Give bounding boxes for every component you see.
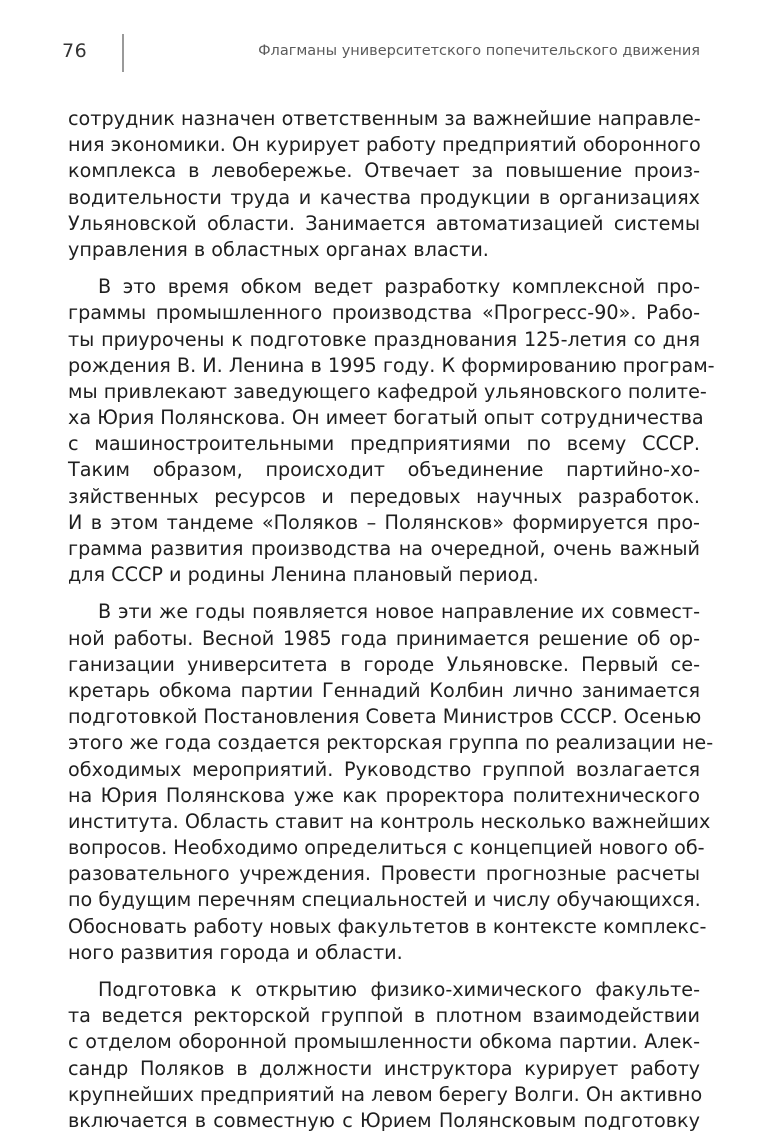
running-title: Флагманы университетского попечительского движения xyxy=(258,43,700,59)
text-line: ха Юрия Полянскова. Он имеет богатый опыт сотрудничества xyxy=(68,406,704,430)
text-line: Подготовка к открытию физико-химического факульте- xyxy=(98,978,700,1001)
text-line: ного развития города и области. xyxy=(68,940,403,964)
text-line: включается в совместную с Юрием Полянсковым подготовку xyxy=(68,1108,700,1132)
paragraph-4 xyxy=(68,977,703,1134)
text-line: зяйственных ресурсов и передовых научных разработок. xyxy=(68,484,700,508)
text-line: сандр Поляков в должности инструктора курирует работу xyxy=(68,1056,700,1080)
text-line: кретарь обкома партии Геннадий Колбин лично занимается xyxy=(68,678,700,702)
text-line: ния экономики. Он курирует работу предприятий оборонного xyxy=(68,133,701,157)
text-line: Ульяновской области. Занимается автоматизацией системы xyxy=(68,211,700,235)
text-line: вопросов. Необходимо определиться с концепцией нового об- xyxy=(68,836,705,860)
text-line: по будущим перечням специальностей и числу обучающихся. xyxy=(68,888,701,912)
paragraph-2 xyxy=(68,274,715,588)
text-line: управления в областных органах власти. xyxy=(68,237,489,261)
text-line: сотрудник назначен ответственным за важнейшие направле- xyxy=(68,107,701,130)
text-line: И в этом тандеме «Поляков – Полянсков» формируется про- xyxy=(68,510,700,534)
text-line: ной работы. Весной 1985 года принимается решение об ор- xyxy=(68,626,700,650)
text-line: грамма развития производства на очередной, очень важный xyxy=(68,537,700,560)
text-line: Обосновать работу новых факультетов в контексте комплекс- xyxy=(68,914,707,938)
text-line: подготовкой Постановления Совета Министров СССР. Осенью xyxy=(68,705,702,729)
text-line: мы привлекают заведующего кафедрой ульяновского полите- xyxy=(68,379,707,403)
text-line: ганизации университета в городе Ульяновске. Первый се- xyxy=(68,652,700,676)
paragraph-1 xyxy=(68,106,700,263)
text-line: на Юрия Полянскова уже как проректора политехнического xyxy=(68,783,700,807)
text-line: с отделом оборонной промышленности обкома партии. Алек- xyxy=(68,1030,700,1054)
text-line: института. Область ставит на контроль несколько важнейших xyxy=(68,809,711,833)
text-line: разовательного учреждения. Провести прогнозные расчеты xyxy=(68,862,700,886)
text-line: обходимых мероприятий. Руководство группой возлагается xyxy=(68,757,700,781)
page-header xyxy=(0,0,770,80)
header-divider xyxy=(122,34,124,72)
text-line: та ведется ректорской группой в плотном взаимодействии xyxy=(68,1004,700,1028)
text-line: Таким образом, происходит объединение партийно-хо- xyxy=(68,458,700,482)
page-number: 76 xyxy=(62,40,88,62)
text-line: этого же года создается ректорская группа по реализации не- xyxy=(68,731,714,755)
text-line: рождения В. И. Ленина в 1995 году. К формированию програм- xyxy=(68,353,715,377)
text-line: крупнейших предприятий на левом берегу Волги. Он активно xyxy=(68,1082,703,1106)
paragraph-3 xyxy=(68,599,714,966)
text-line: водительности труда и качества продукции в организациях xyxy=(68,185,700,209)
text-line: ты приурочены к подготовке празднования 125-летия со дня xyxy=(68,327,700,351)
text-line: граммы промышленного производства «Прогресс-90». Рабо- xyxy=(68,301,700,325)
text-line: для СССР и родины Ленина плановый период. xyxy=(68,563,539,587)
text-line: с машиностроительными предприятиями по всему СССР. xyxy=(68,432,700,456)
text-line: В эти же годы появляется новое направление их совмест- xyxy=(98,600,700,624)
body-text xyxy=(68,106,715,1145)
text-line: В это время обком ведет разработку комплексной про- xyxy=(98,275,700,299)
text-line: комплекса в левобережье. Отвечает за повышение произ- xyxy=(68,159,700,183)
